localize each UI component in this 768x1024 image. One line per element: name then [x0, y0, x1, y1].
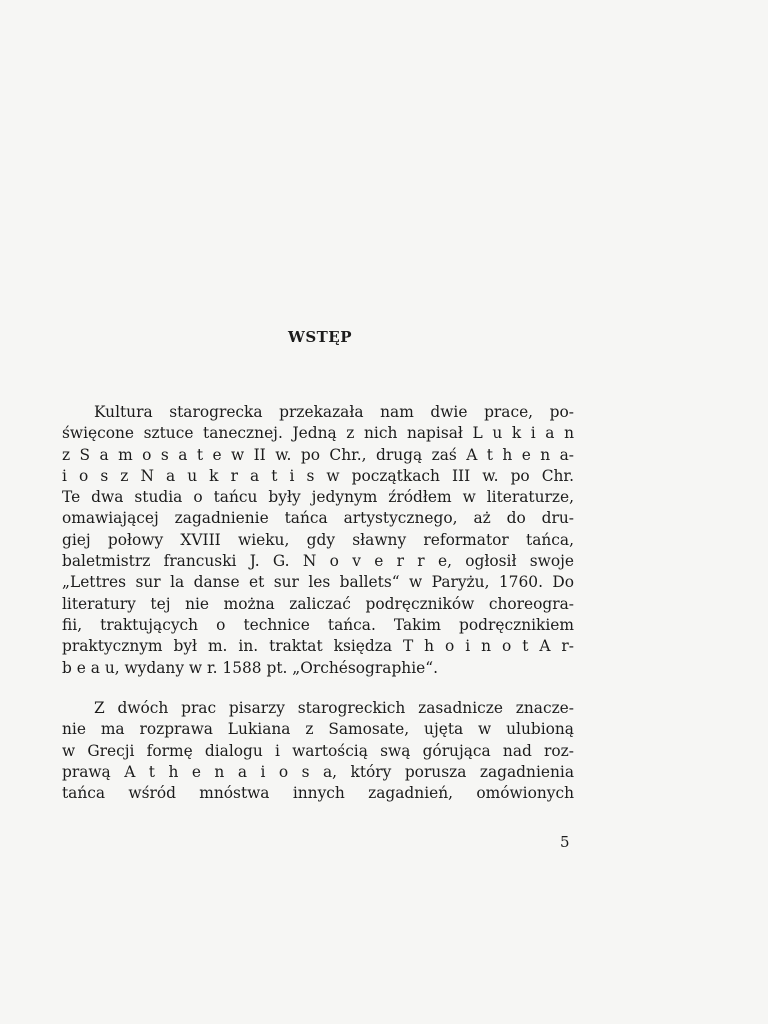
text-line: z S a m o s a t e w II w. po Chr., drugą zaś A t h e n a-: [62, 445, 574, 464]
text-line: giej połowy XVIII wieku, gdy sławny reformator tańca,: [62, 530, 574, 549]
text-line: omawiającej zagadnienie tańca artystycznego, aż do dru-: [62, 509, 574, 528]
paragraph-2: [62, 698, 574, 804]
text-line: baletmistrz francuski J. G. N o v e r r e, ogłosił swoje: [62, 552, 574, 571]
text-line: b e a u, wydany w r. 1588 pt. „Orchésographie“.: [62, 658, 438, 677]
paragraph-1: [62, 402, 574, 679]
text-line: Kultura starogrecka przekazała nam dwie prace, po-: [94, 403, 574, 421]
text-line: „Lettres sur la danse et sur les ballets“ w Paryżu, 1760. Do: [62, 573, 574, 592]
text-line: i o s z N a u k r a t i s w początkach III w. po Chr.: [62, 466, 574, 485]
text-line: literatury tej nie można zaliczać podręczników choreogra-: [62, 594, 574, 613]
text-line: fii, traktujących o technice tańca. Takim podręcznikiem: [62, 615, 574, 634]
text-line: prawą A t h e n a i o s a, który porusza zagadnienia: [62, 762, 574, 781]
text-line: nie ma rozprawa Lukiana z Samosate, ujęta w ulubioną: [62, 720, 574, 739]
text-line: praktycznym był m. in. traktat księdza T h o i n o t A r-: [62, 637, 574, 656]
text-line: Te dwa studia o tańcu były jedynym źródłem w literaturze,: [62, 488, 574, 507]
text-line: tańca wśród mnóstwa innych zagadnień, omówionych: [62, 784, 574, 803]
text-line: Z dwóch prac pisarzy starogreckich zasadnicze znacze-: [94, 699, 574, 717]
chapter-heading: WSTĘP: [287, 328, 353, 346]
text-line: święcone sztuce tanecznej. Jedną z nich napisał L u k i a n: [62, 424, 574, 443]
text-line: w Grecji formę dialogu i wartością swą górująca nad roz-: [62, 741, 574, 760]
page-number: 5: [560, 833, 570, 851]
